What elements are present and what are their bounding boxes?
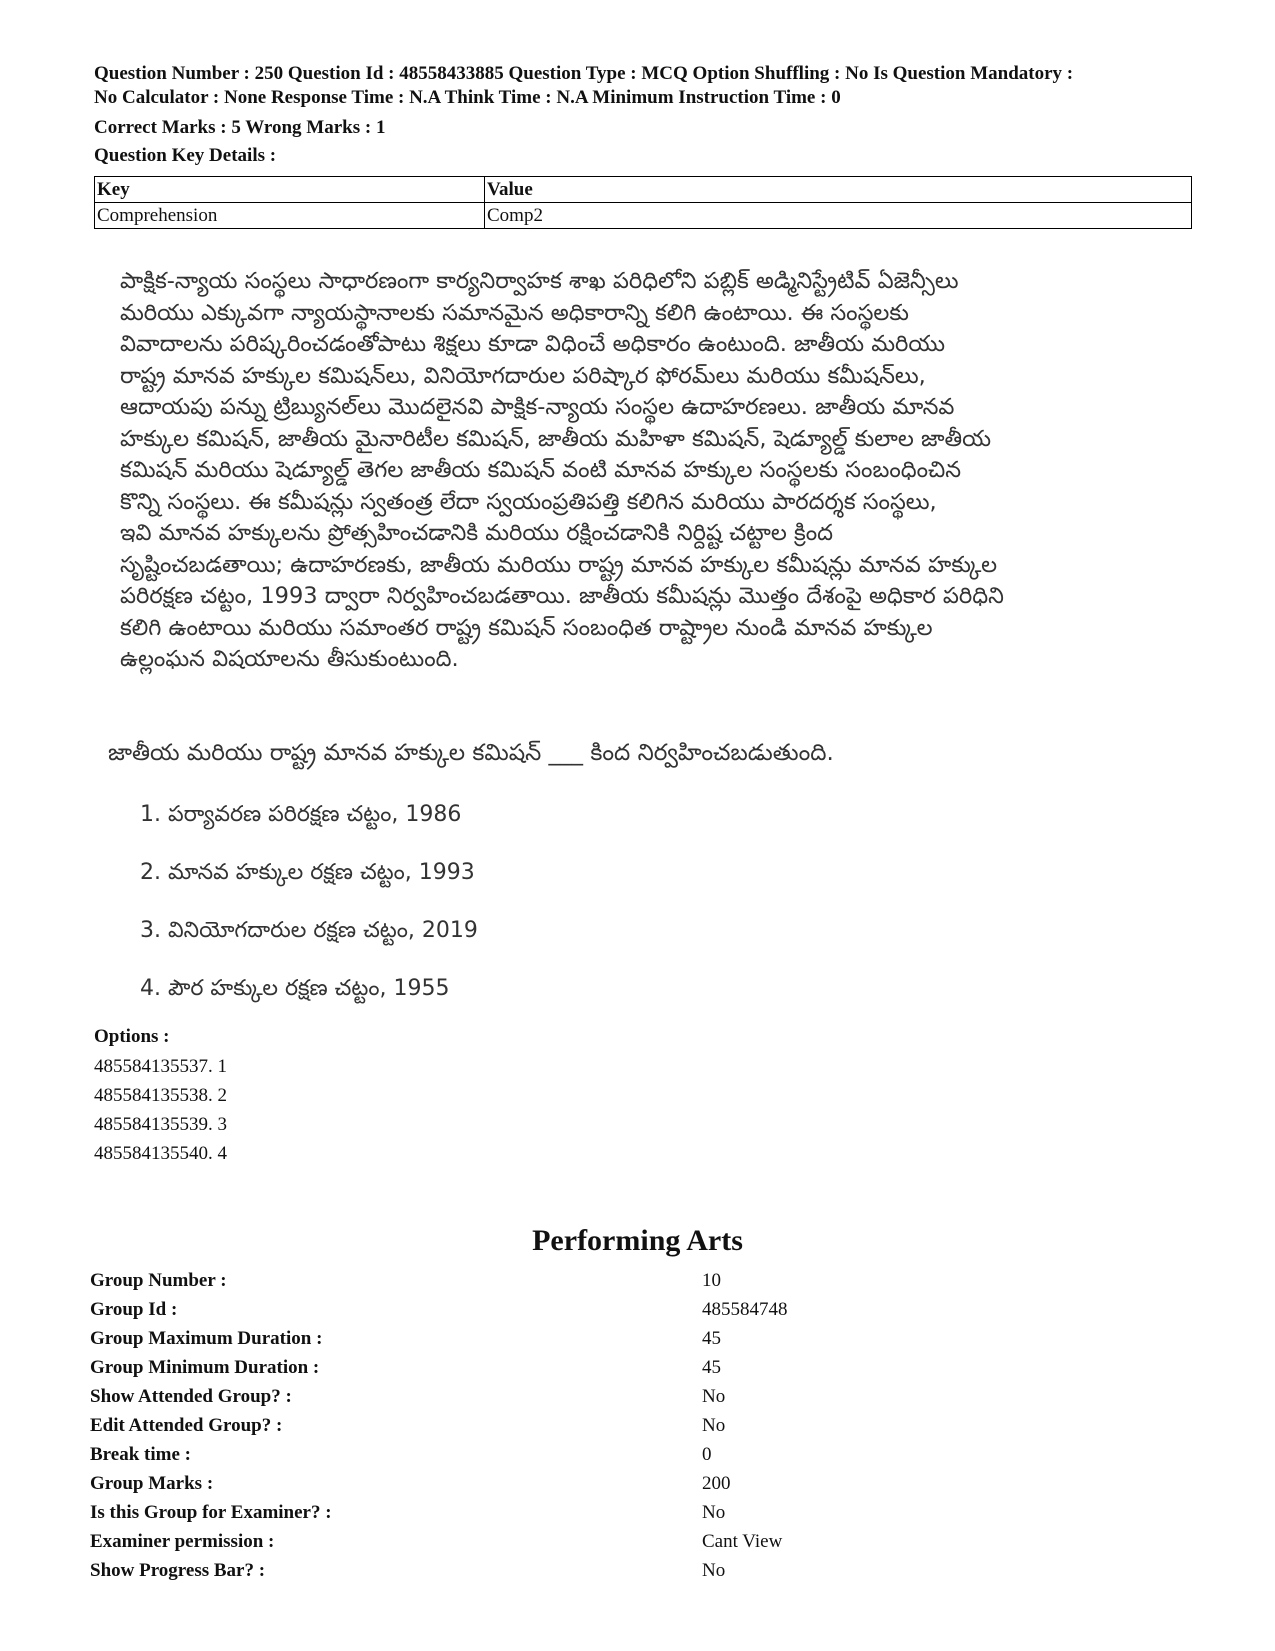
- group-info-row: [90, 1498, 1090, 1527]
- option-item: 485584135540. 4: [94, 1143, 227, 1164]
- passage-line: ఆదాయపు పన్ను ట్రిబ్యునల్‌లు మొదలైనవి పాక్షిక-న్యాయ సంస్థల ఉదాహరణలు. జాతీయ మానవ: [120, 394, 955, 420]
- group-info-label: Edit Attended Group? :: [90, 1415, 283, 1436]
- group-info-label: Group Marks :: [90, 1473, 214, 1494]
- question-meta-line-1: Question Number : 250 Question Id : 48558433885 Question Type : MCQ Option Shuffling : No Is Question Mandatory :: [94, 63, 1074, 84]
- question-key-table: [94, 176, 1192, 229]
- group-info-row: [90, 1295, 1090, 1324]
- group-info-label: Group Maximum Duration :: [90, 1328, 323, 1349]
- group-info-row: [90, 1411, 1090, 1440]
- comprehension-passage: [120, 266, 1180, 676]
- group-info-label: Break time :: [90, 1444, 191, 1465]
- group-info-row: [90, 1382, 1090, 1411]
- group-info-value: No: [702, 1502, 726, 1523]
- key-details-label: Question Key Details :: [94, 145, 277, 166]
- passage-line: రాష్ట్ర మానవ హక్కుల కమిషన్‌లు, వినియోగదారుల పరిష్కార ఫోరమ్‌లు మరియు కమీషన్‌లు,: [120, 362, 926, 389]
- table-cell-value: Comp2: [485, 203, 1192, 229]
- group-info-value: 45: [702, 1328, 721, 1349]
- group-info-value: 200: [702, 1473, 731, 1494]
- group-info-value: No: [702, 1560, 726, 1581]
- marks-text: Correct Marks : 5 Wrong Marks : 1: [94, 117, 386, 138]
- passage-line: ఇవి మానవ హక్కులను ప్రోత్సహించడానికి మరియు రక్షించడానికి నిర్దిష్ట చట్టాల క్రింద: [120, 520, 833, 546]
- passage-line: ఉల్లంఘన విషయాలను తీసుకుంటుంది.: [120, 646, 459, 672]
- group-info-value: 10: [702, 1270, 721, 1291]
- choice-1: 1. పర్యావరణ పరిరక్షణ చట్టం, 1986: [140, 802, 462, 827]
- passage-line: కొన్ని సంస్థలు. ఈ కమీషన్లు స్వతంత్ర లేదా స్వయంప్రతిపత్తి కలిగిన మరియు పారదర్శక సంస్థలు,: [120, 488, 937, 515]
- passage-line: సృష్టించబడతాయి; ఉదాహరణకు, జాతీయ మరియు రాష్ట్ర మానవ హక్కుల కమీషన్లు మానవ హక్కుల: [120, 551, 998, 578]
- group-info-row: [90, 1324, 1090, 1353]
- group-info-label: Is this Group for Examiner? :: [90, 1502, 332, 1523]
- group-info-value: 45: [702, 1357, 721, 1378]
- options-label: Options :: [94, 1026, 170, 1047]
- question-header: [94, 62, 1194, 110]
- passage-line: హక్కుల కమిషన్, జాతీయ మైనారిటీల కమిషన్, జాతీయ మహిళా కమిషన్, షెడ్యూల్డ్ కులాల జాతీయ: [120, 425, 992, 452]
- question-text: జాతీయ మరియు రాష్ట్ర మానవ హక్కుల కమిషన్ ___ కింద నిర్వహించబడుతుంది.: [108, 740, 834, 766]
- section-title: Performing Arts: [532, 1224, 743, 1257]
- table-row: [95, 203, 1192, 229]
- choice-2: 2. మానవ హక్కుల రక్షణ చట్టం, 1993: [140, 860, 475, 885]
- group-info-value: 485584748: [702, 1299, 788, 1320]
- group-info-row: [90, 1440, 1090, 1469]
- group-info-label: Show Progress Bar? :: [90, 1560, 266, 1581]
- group-info-value: 0: [702, 1444, 712, 1465]
- group-info-label: Group Id :: [90, 1299, 178, 1320]
- option-item: 485584135537. 1: [94, 1056, 227, 1077]
- group-info-label: Group Number :: [90, 1270, 227, 1291]
- options-list: [94, 1052, 227, 1168]
- group-info-label: Examiner permission :: [90, 1531, 275, 1552]
- passage-line: కమిషన్ మరియు షెడ్యూల్డ్ తెగల జాతీయ కమిషన్ వంటి మానవ హక్కుల సంస్థలకు సంబంధించిన: [120, 457, 962, 483]
- group-info-row: [90, 1266, 1090, 1295]
- table-header-key: Key: [95, 177, 485, 203]
- answer-choices: [140, 800, 478, 1032]
- option-item: 485584135539. 3: [94, 1114, 227, 1135]
- passage-line: పరిరక్షణ చట్టం, 1993 ద్వారా నిర్వహించబడతాయి. జాతీయ కమీషన్లు మొత్తం దేశంపై అధికార పరిధిని: [120, 583, 1004, 609]
- passage-line: మరియు ఎక్కువగా న్యాయస్థానాలకు సమానమైన అధికారాన్ని కలిగి ఉంటాయి. ఈ సంస్థలకు: [120, 299, 909, 326]
- passage-line: వివాదాలను పరిష్కరించడంతోపాటు శిక్షలు కూడా విధించే అధికారం ఉంటుంది. జాతీయ మరియు: [120, 331, 946, 357]
- group-info-label: Show Attended Group? :: [90, 1386, 292, 1407]
- group-info: [90, 1266, 1090, 1585]
- marks-line: [94, 116, 1194, 140]
- passage-line: కలిగి ఉంటాయి మరియు సమాంతర రాష్ట్ర కమిషన్ సంబంధిత రాష్ట్రాల నుండి మానవ హక్కుల: [120, 614, 933, 641]
- table-header-row: [95, 177, 1192, 203]
- option-item: 485584135538. 2: [94, 1085, 227, 1106]
- table-header-value: Value: [485, 177, 1192, 203]
- question-meta-line-2: No Calculator : None Response Time : N.A Think Time : N.A Minimum Instruction Time : 0: [94, 87, 841, 108]
- group-info-label: Group Minimum Duration :: [90, 1357, 320, 1378]
- group-info-row: [90, 1353, 1090, 1382]
- key-details-heading: [94, 144, 1194, 168]
- group-info-value: No: [702, 1415, 726, 1436]
- group-info-value: No: [702, 1386, 726, 1407]
- choice-4: 4. పౌర హక్కుల రక్షణ చట్టం, 1955: [140, 976, 450, 1001]
- group-info-row: [90, 1556, 1090, 1585]
- choice-3: 3. వినియోగదారుల రక్షణ చట్టం, 2019: [140, 918, 478, 943]
- passage-line: పాక్షిక-న్యాయ సంస్థలు సాధారణంగా కార్యనిర్వాహక శాఖ పరిధిలోని పబ్లిక్ అడ్మినిస్ట్రేటివ్ ఏజెన్సీలు: [120, 268, 959, 294]
- group-info-row: [90, 1527, 1090, 1556]
- group-info-row: [90, 1469, 1090, 1498]
- table-cell-key: Comprehension: [95, 203, 485, 229]
- group-info-value: Cant View: [702, 1531, 783, 1552]
